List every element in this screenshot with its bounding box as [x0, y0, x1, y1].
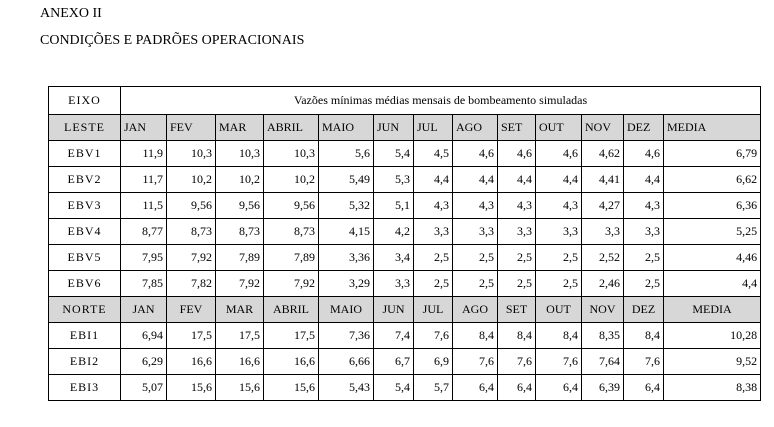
month-header: DEZ [624, 297, 664, 323]
flow-value: 4,15 [319, 219, 374, 245]
flow-value: 3,3 [624, 219, 664, 245]
flow-value: 3,4 [374, 245, 414, 271]
flow-value: 8,4 [453, 323, 498, 349]
table-row [49, 349, 761, 375]
flow-value: 4,3 [624, 193, 664, 219]
flow-value: 7,64 [582, 349, 624, 375]
flow-value: 4,6 [624, 141, 664, 167]
month-header: SET [498, 115, 536, 141]
group-header-row [49, 115, 761, 141]
table-row [49, 167, 761, 193]
month-header: JAN [121, 115, 167, 141]
group-header-row [49, 297, 761, 323]
flow-value: 7,6 [624, 349, 664, 375]
flow-value: 3,29 [319, 271, 374, 297]
flow-value: 8,77 [121, 219, 167, 245]
pumping-flow-table [48, 86, 761, 401]
flow-value: 17,5 [216, 323, 264, 349]
flow-value: 8,4 [498, 323, 536, 349]
flow-value: 6,4 [453, 375, 498, 401]
flow-value: 7,4 [374, 323, 414, 349]
flow-value: 9,56 [216, 193, 264, 219]
month-header: MEDIA [664, 297, 761, 323]
flow-value: 8,73 [264, 219, 319, 245]
flow-value: 5,1 [374, 193, 414, 219]
month-header: FEV [167, 115, 216, 141]
flow-value: 17,5 [264, 323, 319, 349]
flow-value: 3,3 [453, 219, 498, 245]
flow-value: 10,2 [264, 167, 319, 193]
flow-value: 10,28 [664, 323, 761, 349]
flow-value: 7,92 [264, 271, 319, 297]
month-header: AGO [453, 297, 498, 323]
flow-value: 4,27 [582, 193, 624, 219]
month-header: MEDIA [664, 115, 761, 141]
flow-value: 9,56 [167, 193, 216, 219]
flow-value: 5,07 [121, 375, 167, 401]
flow-value: 4,41 [582, 167, 624, 193]
flow-value: 2,5 [536, 245, 582, 271]
month-header: FEV [167, 297, 216, 323]
flow-value: 6,66 [319, 349, 374, 375]
flow-value: 2,52 [582, 245, 624, 271]
axis-header: EIXO [49, 87, 121, 115]
flow-value: 4,3 [536, 193, 582, 219]
flow-value: 6,36 [664, 193, 761, 219]
flow-value: 2,46 [582, 271, 624, 297]
flow-value: 15,6 [216, 375, 264, 401]
flow-value: 6,79 [664, 141, 761, 167]
annex-heading: ANEXO II [40, 6, 102, 21]
flow-value: 2,5 [536, 271, 582, 297]
flow-value: 2,5 [624, 271, 664, 297]
month-header: MAIO [319, 297, 374, 323]
flow-value: 7,6 [453, 349, 498, 375]
flow-value: 5,7 [414, 375, 453, 401]
flow-value: 4,4 [664, 271, 761, 297]
flow-value: 3,3 [374, 271, 414, 297]
flow-value: 7,89 [216, 245, 264, 271]
flow-value: 8,4 [624, 323, 664, 349]
flow-value: 3,3 [582, 219, 624, 245]
flow-value: 7,85 [121, 271, 167, 297]
flow-value: 4,46 [664, 245, 761, 271]
flow-value: 3,3 [536, 219, 582, 245]
month-header: ABRIL [264, 297, 319, 323]
month-header: JUL [414, 297, 453, 323]
flow-value: 3,36 [319, 245, 374, 271]
flow-value: 7,92 [167, 245, 216, 271]
flow-value: 9,56 [264, 193, 319, 219]
flow-value: 7,6 [536, 349, 582, 375]
flow-value: 17,5 [167, 323, 216, 349]
flow-value: 11,9 [121, 141, 167, 167]
flow-value: 8,4 [536, 323, 582, 349]
group-label: LESTE [49, 115, 121, 141]
table-row [49, 271, 761, 297]
flow-value: 8,73 [167, 219, 216, 245]
month-header: MAR [216, 297, 264, 323]
flow-value: 2,5 [624, 245, 664, 271]
flow-value: 5,49 [319, 167, 374, 193]
station-name: EBV4 [49, 219, 121, 245]
month-header: OUT [536, 297, 582, 323]
flow-value: 10,3 [264, 141, 319, 167]
month-header: DEZ [624, 115, 664, 141]
station-name: EBV1 [49, 141, 121, 167]
flow-value: 6,7 [374, 349, 414, 375]
flow-value: 7,6 [414, 323, 453, 349]
flow-value: 4,6 [498, 141, 536, 167]
flow-value: 7,89 [264, 245, 319, 271]
table-title: Vazões mínimas médias mensais de bombeamento simuladas [121, 87, 761, 115]
flow-value: 4,6 [536, 141, 582, 167]
flow-value: 5,4 [374, 141, 414, 167]
flow-value: 7,82 [167, 271, 216, 297]
table-title-row [49, 87, 761, 115]
flow-value: 7,92 [216, 271, 264, 297]
table-row [49, 375, 761, 401]
section-subtitle: CONDIÇÕES E PADRÕES OPERACIONAIS [40, 33, 305, 48]
table-row [49, 245, 761, 271]
group-label: NORTE [49, 297, 121, 323]
flow-value: 2,5 [453, 245, 498, 271]
flow-value: 11,7 [121, 167, 167, 193]
table-row [49, 141, 761, 167]
flow-value: 7,95 [121, 245, 167, 271]
flow-value: 4,3 [414, 193, 453, 219]
table-row [49, 193, 761, 219]
station-name: EBI2 [49, 349, 121, 375]
table-row [49, 219, 761, 245]
flow-value: 10,3 [167, 141, 216, 167]
flow-value: 4,4 [414, 167, 453, 193]
flow-value: 4,2 [374, 219, 414, 245]
flow-value: 16,6 [264, 349, 319, 375]
flow-value: 16,6 [216, 349, 264, 375]
flow-value: 2,5 [414, 271, 453, 297]
month-header: JUN [374, 297, 414, 323]
month-header: NOV [582, 115, 624, 141]
flow-value: 6,39 [582, 375, 624, 401]
flow-value: 6,62 [664, 167, 761, 193]
month-header: SET [498, 297, 536, 323]
flow-value: 7,6 [498, 349, 536, 375]
flow-value: 4,5 [414, 141, 453, 167]
flow-value: 4,3 [498, 193, 536, 219]
flow-value: 4,62 [582, 141, 624, 167]
flow-value: 6,4 [498, 375, 536, 401]
station-name: EBI1 [49, 323, 121, 349]
table-row [49, 323, 761, 349]
flow-value: 8,35 [582, 323, 624, 349]
month-header: AGO [453, 115, 498, 141]
flow-value: 5,25 [664, 219, 761, 245]
flow-value: 10,3 [216, 141, 264, 167]
flow-value: 8,38 [664, 375, 761, 401]
flow-value: 6,29 [121, 349, 167, 375]
flow-value: 2,5 [414, 245, 453, 271]
flow-value: 4,4 [498, 167, 536, 193]
flow-value: 9,52 [664, 349, 761, 375]
flow-value: 6,4 [536, 375, 582, 401]
flow-value: 10,2 [216, 167, 264, 193]
station-name: EBV3 [49, 193, 121, 219]
flow-value: 3,3 [498, 219, 536, 245]
flow-value: 11,5 [121, 193, 167, 219]
flow-value: 15,6 [167, 375, 216, 401]
flow-value: 2,5 [453, 271, 498, 297]
flow-value: 16,6 [167, 349, 216, 375]
flow-value: 5,3 [374, 167, 414, 193]
month-header: NOV [582, 297, 624, 323]
station-name: EBV5 [49, 245, 121, 271]
flow-value: 5,6 [319, 141, 374, 167]
month-header: MAR [216, 115, 264, 141]
month-header: JUL [414, 115, 453, 141]
flow-value: 4,3 [453, 193, 498, 219]
month-header: ABRIL [264, 115, 319, 141]
flow-value: 4,4 [453, 167, 498, 193]
flow-value: 4,6 [453, 141, 498, 167]
month-header: OUT [536, 115, 582, 141]
flow-value: 6,9 [414, 349, 453, 375]
flow-value: 7,36 [319, 323, 374, 349]
flow-value: 6,4 [624, 375, 664, 401]
flow-value: 15,6 [264, 375, 319, 401]
month-header: MAIO [319, 115, 374, 141]
month-header: JAN [121, 297, 167, 323]
flow-value: 5,32 [319, 193, 374, 219]
flow-value: 5,43 [319, 375, 374, 401]
flow-value: 2,5 [498, 271, 536, 297]
flow-value: 3,3 [414, 219, 453, 245]
flow-value: 5,4 [374, 375, 414, 401]
flow-value: 4,4 [624, 167, 664, 193]
flow-value: 10,2 [167, 167, 216, 193]
flow-value: 8,73 [216, 219, 264, 245]
flow-value: 6,94 [121, 323, 167, 349]
station-name: EBV2 [49, 167, 121, 193]
flow-value: 4,4 [536, 167, 582, 193]
station-name: EBI3 [49, 375, 121, 401]
flow-value: 2,5 [498, 245, 536, 271]
station-name: EBV6 [49, 271, 121, 297]
month-header: JUN [374, 115, 414, 141]
